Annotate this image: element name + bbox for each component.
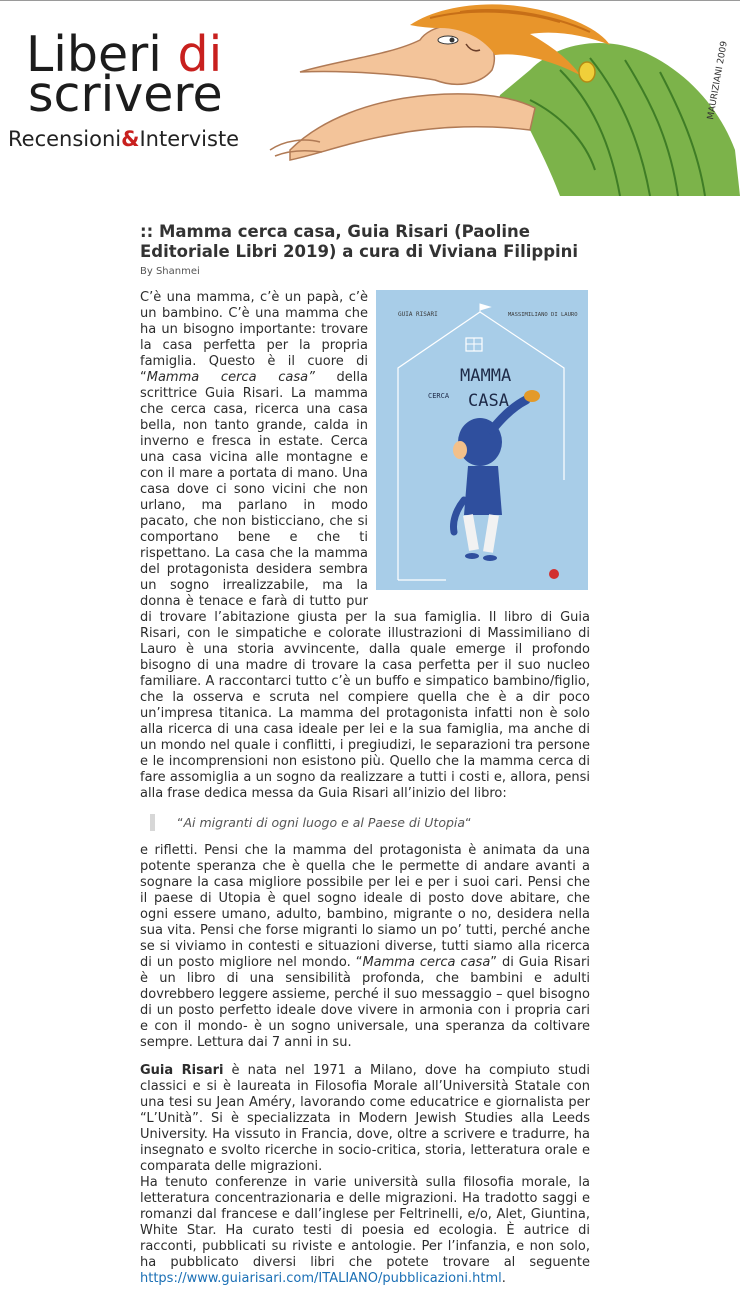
paragraph-1-text-a: C’è una mamma, c’è un papà, c’è un bambino. C’è una mamma che ha un bisogno importante: trovare la casa perfetta per la propria famiglia. Questo è il cuore di “	[140, 290, 368, 385]
book-cover-image	[376, 290, 588, 590]
logo-text-di: di	[177, 26, 223, 83]
logo-text-liberi: Liberi	[26, 26, 178, 83]
book-title-emphasis-2: Mamma cerca casa	[362, 955, 491, 970]
header-illustration	[230, 0, 740, 196]
face-shape	[300, 25, 494, 84]
author-bio-paragraph	[140, 1063, 590, 1287]
book-title-emphasis-1: Mamma cerca casa”	[146, 370, 315, 385]
eye-shape	[438, 36, 458, 44]
quote-close-mark: “	[465, 815, 472, 830]
tagline-ampersand: &	[121, 127, 140, 151]
cover-author: GUIA RISARI	[398, 311, 438, 318]
paragraph-2	[140, 843, 590, 1051]
site-header	[0, 0, 740, 196]
dedication-quote	[150, 814, 590, 831]
author-bio-text-a: è nata nel 1971 a Milano, dove ha compiuto studi classici e si è laureata in Filosofia Morale all’Università Statale con una tesi su Jean Améry, lavorando come educatrice e giornalista per “L’Unità”. Si è specializzata in Modern Jewish Studies alla Leeds University. Ha vissuto in Francia, dove, oltre a scrivere e tradurre, ha insegnato e svolto ricerche in socio-critica, storia, letteratura orale e comparata delle migrazioni.	[140, 1063, 591, 1174]
cover-publisher-logo	[549, 569, 559, 579]
cover-title-cerca: CERCA	[428, 392, 450, 400]
book-cover-drawing	[376, 290, 588, 590]
paragraph-2-text-b: ” di Guia Risari è un libro di una sensibilità profonda, che bambini e adulti dovrebbero leggere assieme, perché il suo messaggio – quel bisogno di un posto perfetto ideale dove vivere in armonia con i propria cari e con il mondo- è un sogno universale, una speranza da coltivare sempre. Lettura dai 7 anni in su.	[140, 955, 590, 1050]
arm-shape	[290, 94, 535, 160]
cover-child-body	[464, 466, 502, 515]
publications-link[interactable]: https://www.guiarisari.com/ITALIANO/pubblicazioni.html	[140, 1271, 502, 1286]
paragraph-2-text-a: e rifletti. Pensi che la mamma del protagonista è animata da una potente speranza che è quella che le permette di andare avanti a sognare la casa migliore possibile per lei e per i suoi cari. Pensi che il paese di Utopia è quel sogno ideale di posto dove abitare, che ogni essere umano, adulto, bambino, migrante o no, desidera nella sua vita. Pensi che forse migranti lo siamo un po’ tutti, perché anche se si viviamo in contesti e situazioni diverse, tutti siamo alla ricerca di un posto migliore nel mondo. “	[140, 843, 590, 970]
artist-signature: MAURIZIANI 2009	[706, 40, 730, 121]
cover-illustrator: MASSIMILIANO DI LAURO	[508, 312, 578, 318]
article-title[interactable]: :: Mamma cerca casa, Guia Risari (Paoline Editoriale Libri 2019) a cura di Viviana Filippini	[140, 222, 579, 261]
cover-bird	[524, 390, 540, 402]
tagline-recensioni: Recensioni	[8, 127, 122, 151]
author-bio-text-b: Ha tenuto conferenze in varie università sulla filosofia morale, la letteratura concentrazionaria e delle migrazioni. Ha tradotto saggi e romanzi dal francese e dall’inglese per Feltrinelli, e/o, Alet, Giuntina, White Star. Ha curato testi di poesia ed ecologia. È autrice di racconti, pubblicati su riviste e antologie. Per l’infanzia, e non solo, ha pubblicato diversi libri che potete trovare al seguente	[140, 1175, 590, 1270]
logo-title-line2[interactable]: scrivere	[28, 66, 223, 123]
cover-title-casa: CASA	[468, 391, 509, 411]
author-name: Guia Risari	[140, 1063, 224, 1078]
quote-open-mark: “	[177, 815, 184, 830]
paragraph-spacer	[140, 1051, 590, 1063]
article-byline: By Shanmei	[140, 266, 200, 277]
cover-title-mamma: MAMMA	[460, 366, 512, 386]
paragraph-1-text-b: della scrittrice Guia Risari. La mamma che cerca casa, ricerca una casa bella, non tanto grande, calda in inverno e fresca in estate. Cerca una casa vicina alle montagne e con il mare a portata di mano. Una casa dove ci sono vicini che non urlano, ma parlano in modo pacato, che non bisticciano, che si comportano bene e che ti rispettano. La casa che la mamma del protagonista desidera sembra un sogno irrealizzabile, ma la donna è tenace e farà di tutto pur di trovare l’abitazione giusta per la sua famiglia. Il libro di Guia Risari, con le simpatiche e colorate illustrazioni di Massimiliano di Lauro è una storia avvincente, dalla quale emerge il profondo bisogno di una madre di trovare la casa perfetta per il suo nucleo familiare. A raccontarci tutto c’è un buffo e simpatico bambino/figlio, che la osserva e scruta nel compiere quella che è a dir poco un’impresa titanica. La mamma del protagonista infatti non è solo alla ricerca di una casa ideale per lei e la sua famiglia, ma anche di un mondo nel quale i conflitti, i pregiudizi, le separazioni tra persone e le incomprensioni non esistono più. Quello che la mamma cerca di fare assomiglia a un sogno da realizzare a tutti i costi e, allora, pensi alla frase dedica messa da Guia Risari all’inizio del libro:	[140, 370, 590, 801]
article	[140, 222, 590, 1287]
site-tagline	[8, 127, 239, 151]
tagline-interviste: Interviste	[139, 127, 240, 151]
author-bio-end: .	[501, 1271, 506, 1286]
sweater-shape	[499, 43, 740, 196]
earring-shape	[579, 62, 595, 82]
quote-text: Ai migranti di ogni luogo e al Paese di Utopia	[183, 815, 466, 830]
